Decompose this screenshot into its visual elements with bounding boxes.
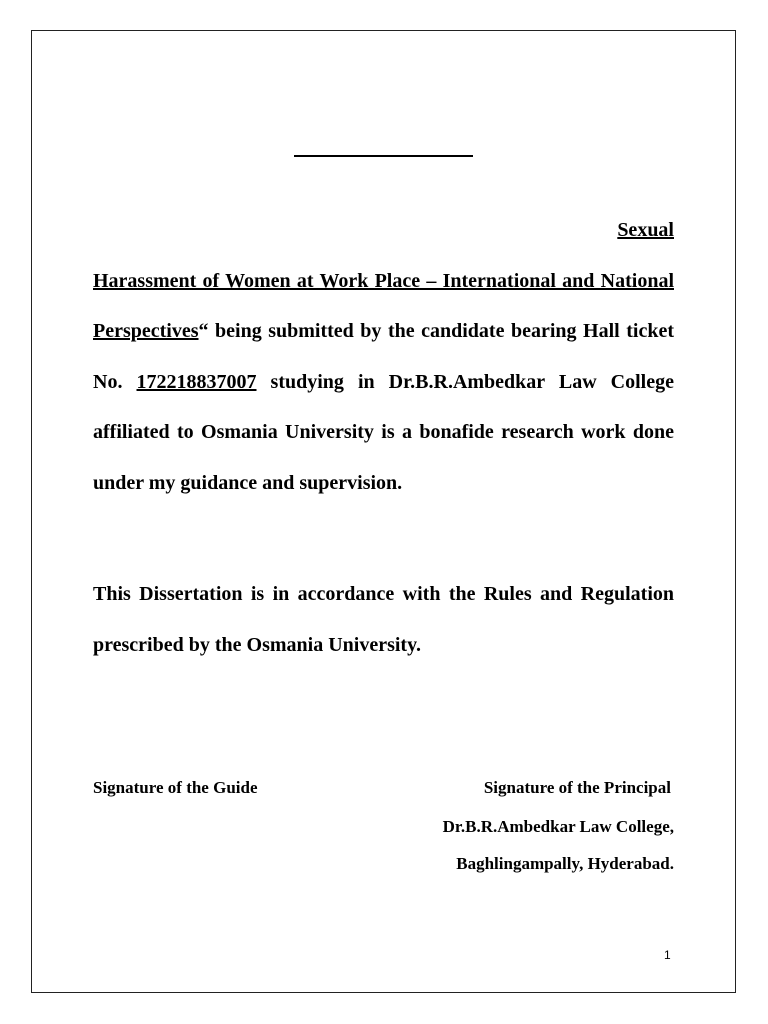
dissertation-title: Harassment of Women at Work Place – International and National Perspectives: [93, 269, 674, 342]
page-border: [31, 30, 736, 993]
heading-word: Sexual: [617, 219, 674, 241]
title-underline-rule: [294, 155, 473, 157]
guide-signature-label: Signature of the Guide: [93, 778, 258, 797]
certificate-body-text: studying in Dr.B.R.Ambedkar Law College affiliated to Osmania University is a bonafide research work done under my guidance and supervision.: [93, 370, 674, 494]
page-number: 1: [664, 948, 671, 962]
college-address: Baghlingampally, Hyderabad.: [456, 854, 674, 873]
certificate-paragraph: [93, 205, 674, 508]
college-name: Dr.B.R.Ambedkar Law College,: [442, 817, 674, 836]
principal-signature-label: Signature of the Principal: [483, 778, 671, 797]
hall-ticket-number: 172218837007: [136, 370, 257, 393]
regulation-paragraph: This Dissertation is in accordance with the Rules and Regulation prescribed by the Osmania University.: [93, 583, 674, 656]
submission-text: “ being submitted by the candidate bearing Hall ticket No.: [93, 320, 674, 393]
